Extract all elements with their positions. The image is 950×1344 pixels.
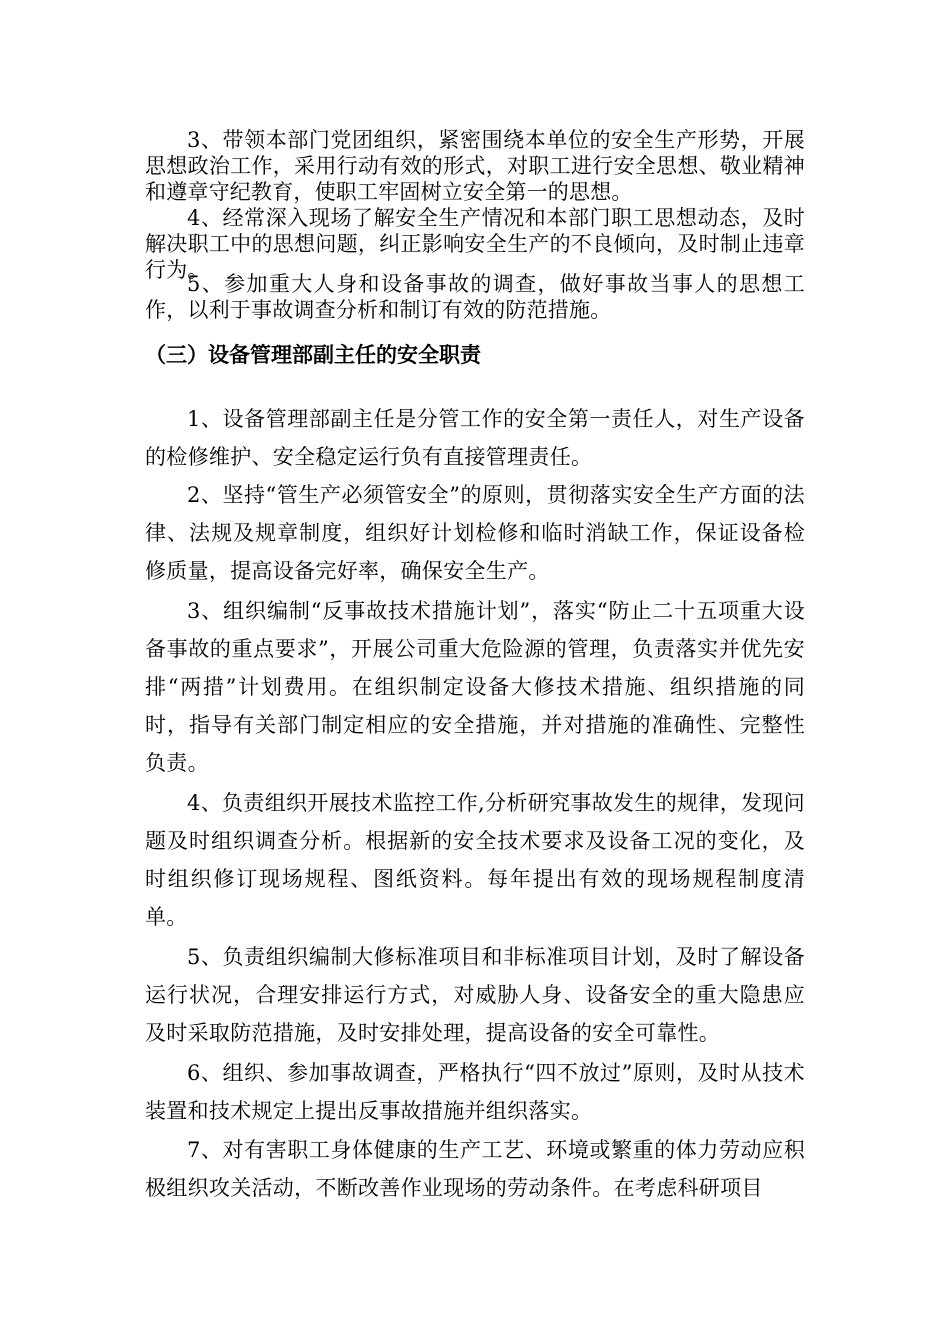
paragraph-duty-2: 2、坚持“管生产必须管安全”的原则，贯彻落实安全生产方面的法律、法规及规章制度，组织好计划检修和临时消缺工作，保证设备检修质量，提高设备完好率，确保安全生产。: [145, 483, 805, 583]
paragraph-duty-4: 4、负责组织开展技术监控工作,分析研究事故发生的规律，发现问题及时组织调查分析。根据新的安全技术要求及设备工况的变化，及时组织修订现场规程、图纸资料。每年提出有效的现场规程制度清单。: [145, 791, 805, 929]
paragraph-duty-6: 6、组织、参加事故调查，严格执行“四不放过”原则，及时从技术装置和技术规定上提出反事故措施并组织落实。: [145, 1061, 805, 1123]
paragraph-duty-1: 1、设备管理部副主任是分管工作的安全第一责任人，对生产设备的检修维护、安全稳定运行负有直接管理责任。: [145, 407, 805, 469]
section-heading: （三）设备管理部副主任的安全职责: [145, 343, 481, 367]
paragraph-duty-5: 5、负责组织编制大修标准项目和非标准项目计划，及时了解设备运行状况，合理安排运行方式，对威胁人身、设备安全的重大隐患应及时采取防范措施，及时安排处理，提高设备的安全可靠性。: [145, 945, 805, 1045]
paragraph-top-3: 3、带领本部门党团组织，紧密围绕本单位的安全生产形势，开展思想政治工作，采用行动有效的形式，对职工进行安全思想、敬业精神和遵章守纪教育，使职工牢固树立安全第一的思想。: [145, 128, 805, 204]
paragraph-top-5: 5、参加重大人身和设备事故的调查，做好事故当事人的思想工作，以利于事故调查分析和制订有效的防范措施。: [145, 272, 805, 322]
paragraph-top-4: 4、经常深入现场了解安全生产情况和本部门职工思想动态，及时解决职工中的思想问题，纠正影响安全生产的不良倾向，及时制止违章行为。: [145, 206, 805, 282]
paragraph-duty-3: 3、组织编制“反事故技术措施计划”，落实“防止二十五项重大设备事故的重点要求”，开展公司重大危险源的管理，负责落实并优先安排“两措”计划费用。在组织制定设备大修技术措施、组织措施的同时，指导有关部门制定相应的安全措施，并对措施的准确性、完整性负责。: [145, 599, 805, 775]
paragraph-duty-7: 7、对有害职工身体健康的生产工艺、环境或繁重的体力劳动应积极组织攻关活动，不断改善作业现场的劳动条件。在考虑科研项目: [145, 1138, 805, 1200]
